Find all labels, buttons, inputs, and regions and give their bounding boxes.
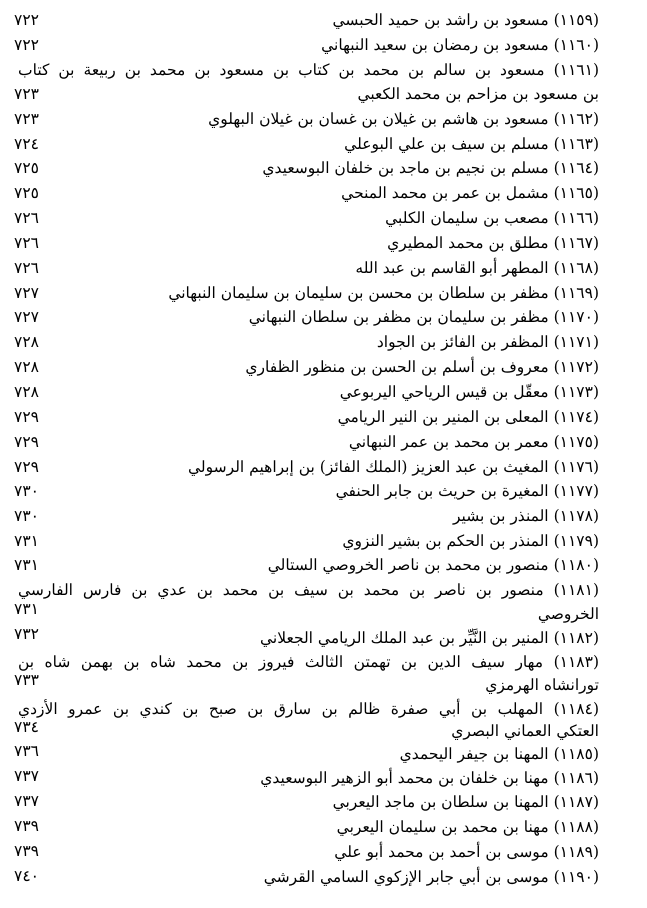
entry-number: (١١٦٢) (553, 110, 599, 128)
entry-page: ٧٣٩ (14, 817, 39, 835)
index-entry (18, 766, 599, 790)
entry-page: ٧٢٢ (14, 36, 39, 54)
index-entry (18, 504, 599, 528)
entry-number: (١١٧٦) (553, 458, 599, 476)
entry-text (249, 308, 599, 326)
entry-text (400, 745, 599, 763)
entry-page: ٧٣٢ (14, 625, 39, 643)
entry-number: (١١٦٥) (553, 184, 599, 202)
entry-text (260, 629, 599, 647)
entry-name: المنذر بن الحكم بن بشير النزوي (342, 532, 549, 550)
entry-name: المهلب بن أبي صفرة ظالم بن سارق بن صبح بن كندي بن عمرو الأزدي (18, 700, 544, 718)
entry-page: ٧٢٩ (14, 458, 39, 476)
entry-name: مسلم بن نجيم بن ماجد بن خلفان البوسعيدي (262, 159, 549, 177)
index-entry (18, 865, 599, 889)
entry-name: مسلم بن سيف بن علي البوعلي (344, 135, 549, 153)
entry-text (344, 135, 599, 153)
index-entry (18, 405, 599, 429)
entry-number: (١١٦٩) (553, 284, 599, 302)
entry-text (333, 793, 599, 811)
entry-page: ٧٢٥ (14, 184, 39, 202)
entry-page: ٧٢٧ (14, 308, 39, 326)
index-entry (18, 650, 599, 674)
index-entry (18, 529, 599, 553)
index-entry (18, 156, 599, 180)
entry-name: مظفر بن سليمان بن مظفر بن سلطان النبهاني (248, 308, 549, 326)
entry-number: (١١٦١) (553, 61, 599, 79)
entry-page: ٧٣٧ (14, 767, 39, 785)
index-entry (18, 305, 599, 329)
entry-name-continued: بن مسعود بن مزاحم بن محمد الكعبي (357, 85, 599, 103)
entry-text (336, 482, 599, 500)
entry-name: المنذر بن بشير (452, 507, 549, 525)
index-entry (18, 281, 599, 305)
entry-text (453, 507, 599, 525)
index-entry (18, 380, 599, 404)
entry-name: منصور بن ناصر بن محمد بن سيف بن محمد بن عدي بن فارس الفارسي (18, 581, 544, 599)
index-entry (18, 330, 599, 354)
entry-page: ٧٣٦ (14, 742, 39, 760)
entry-text (264, 868, 599, 886)
entry-name: مصعب بن سليمان الكلبي (385, 209, 549, 227)
entry-page: ٧٢٢ (14, 11, 39, 29)
entry-text (18, 697, 599, 721)
index-entry (18, 697, 599, 721)
entry-page: ٧٣١ (14, 532, 39, 550)
entry-number: (١١٨٥) (553, 745, 599, 763)
index-entry (18, 132, 599, 156)
index-entry (18, 256, 599, 280)
entry-number: (١١٨١) (553, 581, 599, 599)
entry-page: ٧٣١ (14, 556, 39, 574)
entry-text (349, 433, 599, 451)
entry-page: ٧٢٣ (14, 110, 39, 128)
entry-name: المهنا بن سلطان بن ماجد اليعربي (332, 793, 549, 811)
entry-number: (١١٧٥) (553, 433, 599, 451)
index-entry (18, 430, 599, 454)
entry-number: (١١٨٦) (553, 769, 599, 787)
entry-page: ٧٣٠ (14, 482, 39, 500)
entry-text (245, 358, 599, 376)
index-entry (18, 33, 599, 57)
entry-number: (١١٨٨) (553, 818, 599, 836)
entry-name: معروف بن أسلم بن الحسن بن منظور الظفاري (245, 358, 549, 376)
index-entry (18, 815, 599, 839)
index-entry (18, 107, 599, 131)
entry-name: مسعود بن راشد بن حميد الحبسي (332, 11, 549, 29)
entry-number: (١١٧٧) (553, 482, 599, 500)
entry-number: (١١٨٣) (553, 653, 599, 671)
entry-text (18, 58, 599, 82)
entry-text (18, 650, 599, 674)
entry-name: مهنا بن خلفان بن محمد أبو الزهير البوسعيدي (260, 769, 549, 787)
entry-name: مهنا بن محمد بن سليمان اليعربي (336, 818, 549, 836)
entry-text (262, 159, 599, 177)
entry-page: ٧٢٦ (14, 209, 39, 227)
entry-text (260, 769, 599, 787)
entry-page: ٧٢٦ (14, 259, 39, 277)
entry-page: ٧٣١ (14, 600, 39, 618)
index-entry (18, 742, 599, 766)
entry-number: (١١٧٨) (553, 507, 599, 525)
index-entry (18, 479, 599, 503)
entry-text (387, 234, 599, 252)
index-entry (18, 231, 599, 255)
entry-text (208, 110, 599, 128)
entry-number: (١١٧٠) (553, 308, 599, 326)
entry-text (338, 408, 599, 426)
entry-number: (١١٨٩) (553, 843, 599, 861)
entry-number: (١١٦٦) (553, 209, 599, 227)
entry-number: (١١٨٢) (553, 629, 599, 647)
entry-text (168, 284, 599, 302)
entry-name-continued: تورانشاه الهرمزي (485, 676, 599, 694)
entry-text (341, 184, 599, 202)
entry-text (355, 259, 599, 277)
entry-name: المظفر بن الفائز بن الجواد (376, 333, 549, 351)
entry-number: (١١٧٢) (553, 358, 599, 376)
entry-page: ٧٢٦ (14, 234, 39, 252)
entry-page: ٧٢٩ (14, 408, 39, 426)
entry-number: (١١٥٩) (553, 11, 599, 29)
entry-number: (١١٩٠) (553, 868, 599, 886)
entry-name: المغيث بن عبد العزيز (الملك الفائز) بن إبراهيم الرسولي (188, 458, 549, 476)
index-entry-continuation (18, 673, 599, 697)
index-entry (18, 58, 599, 82)
entry-text (342, 532, 599, 550)
entry-name: المعلى بن المنير بن النير الريامي (337, 408, 549, 426)
entry-text (333, 11, 599, 29)
entry-name: مسعود بن رمضان بن سعيد النبهاني (321, 36, 549, 54)
entry-name: المهنا بن جيفر اليحمدي (399, 745, 549, 763)
entry-name: معمر بن محمد بن عمر النبهاني (348, 433, 549, 451)
entry-number: (١١٧٤) (553, 408, 599, 426)
index-entry (18, 206, 599, 230)
entry-name: المغيرة بن حريث بن جابر الحنفي (335, 482, 549, 500)
entry-name: المنير بن النَّيِّر بن عبد الملك الريامي الجعلاني (259, 629, 549, 647)
entry-number: (١١٦٧) (553, 234, 599, 252)
entry-name: مسعود بن هاشم بن غيلان بن غسان بن غيلان البهلوي (208, 110, 549, 128)
entry-name: مشمل بن عمر بن محمد المنحي (341, 184, 549, 202)
index-entry (18, 578, 599, 602)
entry-page: ٧٢٨ (14, 383, 39, 401)
index-entry-continuation (18, 602, 599, 626)
entry-text (188, 458, 599, 476)
entry-page: ٧٤٠ (14, 867, 39, 885)
index-entry (18, 840, 599, 864)
entry-number: (١١٨٧) (553, 793, 599, 811)
entry-page: ٧٢٣ (14, 85, 39, 103)
entry-name: مطلق بن محمد المطيري (387, 234, 549, 252)
entry-name: مهار سيف الدين بن تهمتن الثالث فيروز بن محمد شاه بن بهمن شاه بن (18, 653, 544, 671)
entry-text (340, 383, 599, 401)
entry-number: (١١٦٣) (553, 135, 599, 153)
entry-page: ٧٣٠ (14, 507, 39, 525)
entry-number: (١١٨٠) (553, 556, 599, 574)
index-entry (18, 8, 599, 32)
entry-number: (١١٨٤) (553, 700, 599, 718)
entry-text (377, 333, 599, 351)
entry-page: ٧٢٧ (14, 284, 39, 302)
entry-name: موسى بن أحمد بن محمد أبو علي (334, 843, 549, 861)
index-entry (18, 553, 599, 577)
entry-page: ٧٢٥ (14, 159, 39, 177)
entry-text (268, 556, 599, 574)
index-entry-continuation (18, 719, 599, 743)
index-entry (18, 790, 599, 814)
index-entry (18, 455, 599, 479)
index-entry (18, 626, 599, 650)
entry-name: مظفر بن سلطان بن محسن بن سليمان بن سليمان النبهاني (168, 284, 549, 302)
index-entry (18, 181, 599, 205)
entry-name: موسى بن أبي جابر الإزكوي السامي القرشي (263, 868, 549, 886)
entry-number: (١١٧١) (553, 333, 599, 351)
entry-number: (١١٦٤) (553, 159, 599, 177)
entry-number: (١١٧٣) (553, 383, 599, 401)
index-entry (18, 355, 599, 379)
entry-text (18, 578, 599, 602)
entry-page: ٧٢٨ (14, 358, 39, 376)
entry-text (385, 209, 599, 227)
entry-page: ٧٣٤ (14, 718, 39, 736)
entry-page: ٧٣٩ (14, 842, 39, 860)
entry-text (334, 843, 599, 861)
entry-name-continued: العتكي العماني البصري (451, 722, 599, 740)
entry-page: ٧٣٣ (14, 671, 39, 689)
entry-number: (١١٦٨) (553, 259, 599, 277)
entry-page: ٧٢٤ (14, 135, 39, 153)
entry-name: منصور بن محمد بن ناصر الخروصي الستالي (267, 556, 549, 574)
entry-number: (١١٦٠) (553, 36, 599, 54)
entry-number: (١١٧٩) (553, 532, 599, 550)
entry-page: ٧٢٩ (14, 433, 39, 451)
entry-page: ٧٣٧ (14, 792, 39, 810)
entry-name: معقّل بن قيس الرياحي اليربوعي (339, 383, 549, 401)
entry-name-continued: الخروصي (537, 605, 599, 623)
entry-text (321, 36, 599, 54)
entry-text (337, 818, 599, 836)
entry-name: مسعود بن سالم بن محمد بن كتاب بن مسعود بن محمد بن ربيعة بن كتاب (18, 61, 545, 79)
entry-name: المطهر أبو القاسم بن عبد الله (355, 259, 549, 277)
entry-page: ٧٢٨ (14, 333, 39, 351)
index-entry-continuation (18, 82, 599, 106)
